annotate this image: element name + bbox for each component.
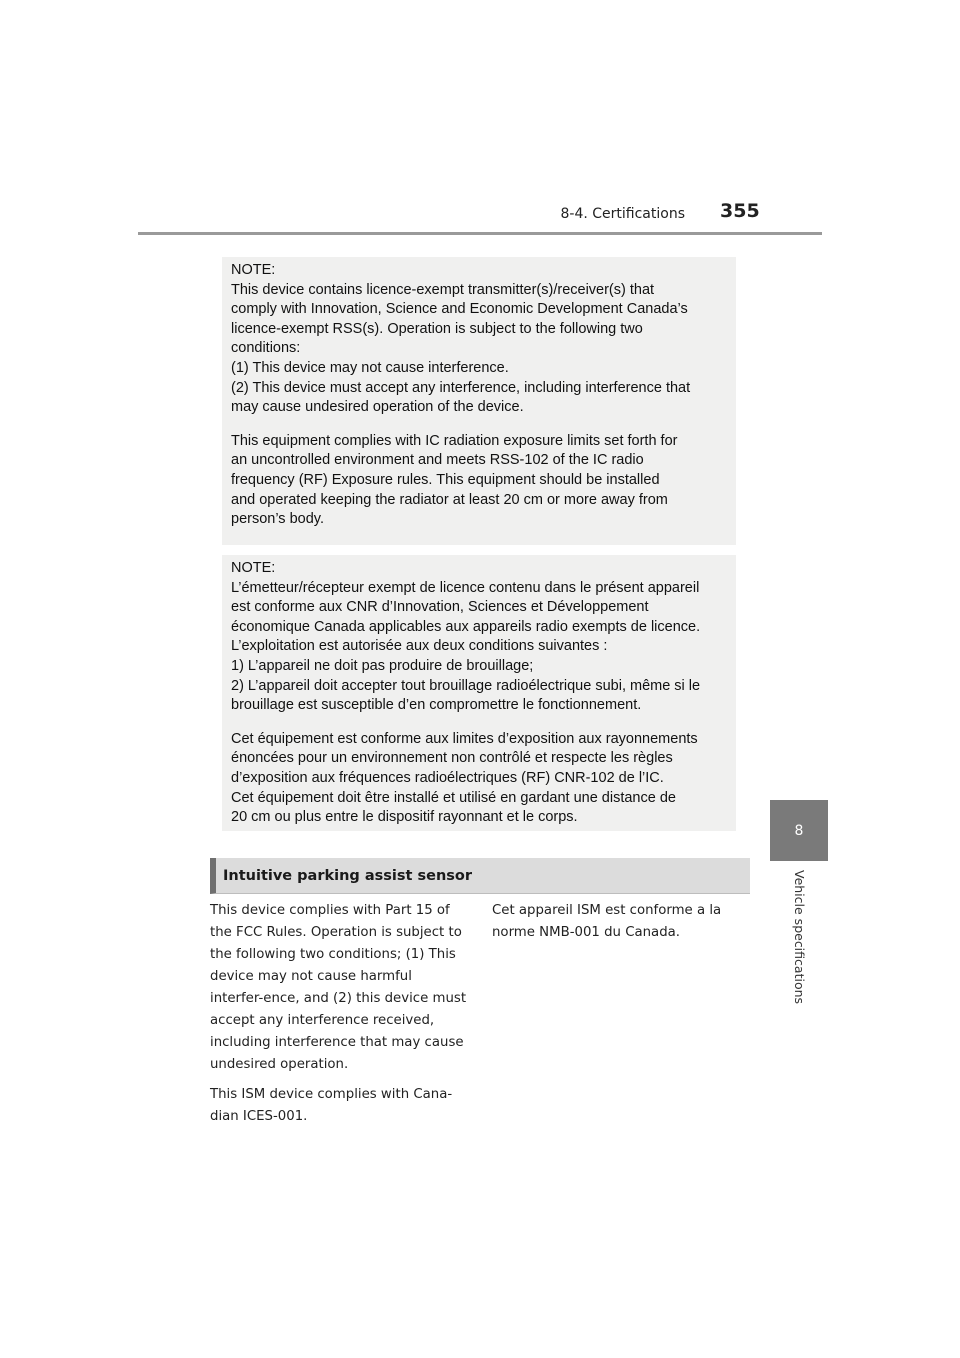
chapter-tab[interactable] [770, 800, 828, 861]
exposure-paragraph: This equipment complies with IC radiation exposure limits set forth for an uncontrolled environment and meets RSS-102 of the IC radio frequency (RF) Exposure rules. This equipment should be installed and operated keeping the radiator at least 20 cm or more away from person’s body. [231, 432, 678, 528]
chapter-number: 8 [794, 822, 804, 839]
exposure-paragraph: Cet équipement est conforme aux limites d’exposition aux rayonnements énoncées pour un environnement non contrôlé et respecte les règles d’exposition aux fréquences radioélectriques (RF) CNR-102 de l’IC. Cet équipement doit être installé et utilisé en gardant une distance de 20 cm ou plus entre le dispositif rayonnant et le corps. [231, 730, 698, 826]
page-number: 355 [720, 200, 760, 222]
section-title: Intuitive parking assist sensor [223, 867, 473, 884]
notice-paragraph: L’émetteur/récepteur exempt de licence contenu dans le présent appareil est conforme aux CNR d’Innovation, Sciences et Développement économique Canada applicables aux appareils radio exempts de licence. L’exploitation est autorisée aux deux conditions suivantes : 1) L’appareil ne doit pas produire de brouillage; 2) L’appareil doit accepter tout brouillage radioélectrique subi, même si le brouillage est susceptible d’en compromettre le fonctionnement. [231, 579, 701, 714]
nmb-paragraph: Cet appareil ISM est conforme a la norme NMB-001 du Canada. [492, 903, 722, 940]
chapter-label: Vehicle specifications [792, 870, 807, 1005]
english-notice-scan [222, 257, 736, 545]
fcc-paragraph: This device complies with Part 15 of the FCC Rules. Operation is subject to the following two conditions; (1) This device may not cause harmful interfer-ence, and (2) this device must accept any interference received, including interference that may cause undesired operation. [210, 903, 467, 1072]
notice-paragraph: This device contains licence-exempt transmitter(s)/receiver(s) that comply with Innovation, Science and Economic Development Canada’s licence-exempt RSS(s). Operation is subject to the following two conditions: (1) This device may not cause interference. (2) This device must accept any interference, including interference that may cause undesired operation of the device. [231, 281, 691, 416]
left-column [210, 900, 468, 1136]
french-notice-scan [222, 555, 736, 831]
section-title-bar [210, 858, 750, 894]
header-divider [138, 232, 822, 235]
section-heading: 8-4. Certifications [560, 206, 685, 222]
right-column [492, 900, 750, 952]
note-label: NOTE: [231, 262, 276, 278]
note-label: NOTE: [231, 560, 276, 576]
ices-paragraph: This ISM device complies with Cana-dian ICES-001. [210, 1087, 453, 1124]
